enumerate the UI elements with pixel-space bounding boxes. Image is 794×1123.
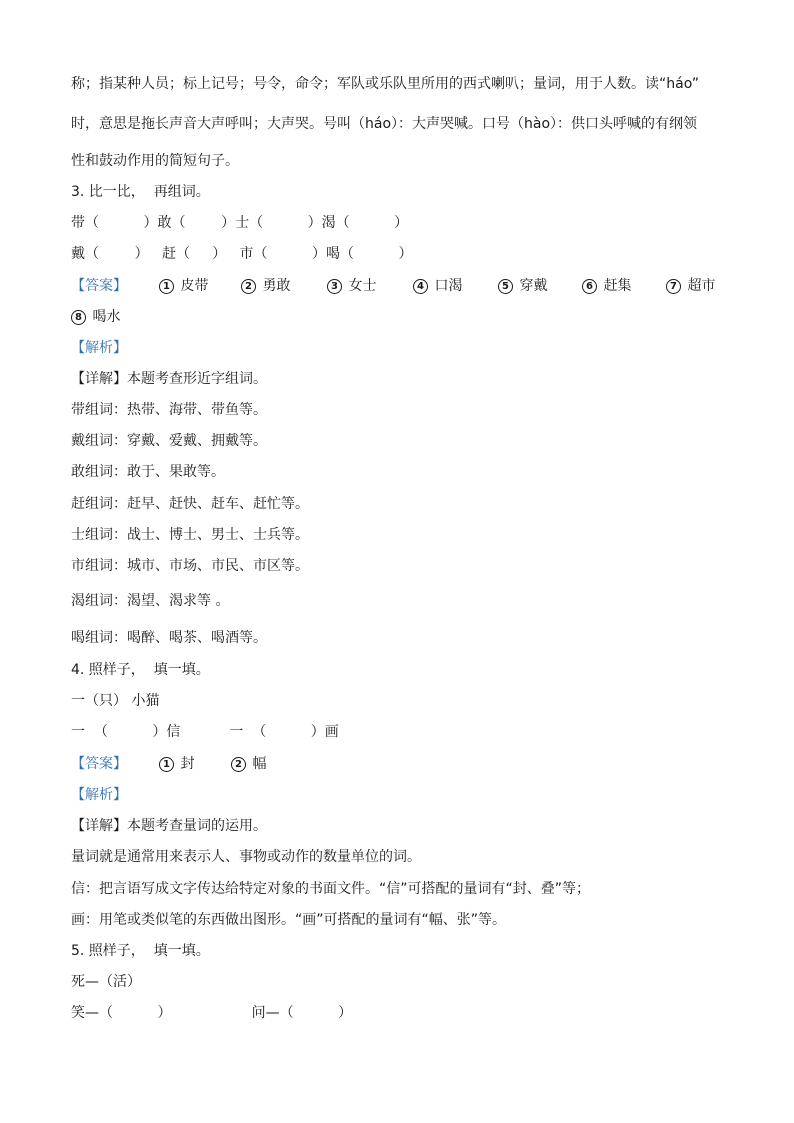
answer-item xyxy=(327,276,376,296)
circled-number: 2 xyxy=(241,279,256,294)
circled-number: 3 xyxy=(327,279,342,294)
question-3-title: 3. 比一比， 再组词。 xyxy=(71,184,210,200)
paragraph-line: 性和鼓动作用的简短句子。 xyxy=(71,153,239,169)
answer-item xyxy=(159,754,194,774)
detail-line: 量词就是通常用来表示人、事物或动作的数量单位的词。 xyxy=(71,849,421,865)
question-3-answer-row xyxy=(71,276,731,296)
answer-text: 封 xyxy=(180,756,195,772)
detail-line: 喝组词：喝醉、喝茶、喝酒等。 xyxy=(71,630,267,646)
answer-item xyxy=(413,276,462,296)
detail-line: 渴组词：渴望、渴求等 。 xyxy=(71,593,230,609)
answer-tag: 【答案】 xyxy=(71,278,127,294)
detail-line: 士组词：战士、博士、男士、士兵等。 xyxy=(71,527,309,543)
detail-line: 信：把言语写成文字传达给特定对象的书面文件。“信”可搭配的量词有“封、叠”等； xyxy=(71,881,591,897)
circled-number: 5 xyxy=(498,279,513,294)
answer-tag: 【答案】 xyxy=(71,756,127,772)
question-5-example: 死—（活） xyxy=(71,974,141,990)
circled-number: 1 xyxy=(159,757,174,772)
answer-text: 穿戴 xyxy=(519,278,548,294)
answer-text: 幅 xyxy=(252,756,267,772)
question-3-row: 戴（ ） 赶（ ） 市（ ）喝（ ） xyxy=(71,246,413,262)
detail-line: 戴组词：穿戴、爱戴、拥戴等。 xyxy=(71,433,267,449)
question-4-answer-row xyxy=(71,754,371,774)
detail-line: 赶组词：赶早、赶快、赶车、赶忙等。 xyxy=(71,496,309,512)
circled-number: 4 xyxy=(413,279,428,294)
paragraph-line: 时，意思是拖长声音大声呼叫；大声哭。号叫（háo）：大声哭喊。口号（hào）：供口头呼喊的有纲领 xyxy=(71,116,698,132)
circled-number: 8 xyxy=(71,310,86,325)
question-5-row: 笑—（ ） 问—（ ） xyxy=(71,1005,353,1021)
answer-text: 勇敢 xyxy=(262,278,291,294)
circled-number: 1 xyxy=(159,279,174,294)
answer-item xyxy=(582,276,631,296)
detail-line: 带组词：热带、海带、带鱼等。 xyxy=(71,402,267,418)
detail-line: 画：用笔或类似笔的东西做出图形。“画”可搭配的量词有“幅、张”等。 xyxy=(71,912,507,928)
question-5-title: 5. 照样子， 填一填。 xyxy=(71,943,210,959)
circled-number: 2 xyxy=(231,757,246,772)
answer-text: 皮带 xyxy=(180,278,209,294)
question-4-title: 4. 照样子， 填一填。 xyxy=(71,662,210,678)
answer-item xyxy=(159,276,208,296)
detail-line: 市组词：城市、市场、市民、市区等。 xyxy=(71,558,309,574)
question-4-row: 一 （ ）信 一 （ ）画 xyxy=(71,724,339,740)
circled-number: 6 xyxy=(582,279,597,294)
question-4-example: 一（只） 小猫 xyxy=(71,693,160,709)
analysis-tag: 【解析】 xyxy=(71,340,127,356)
answer-item xyxy=(241,276,290,296)
circled-number: 7 xyxy=(666,279,681,294)
answer-item xyxy=(231,754,266,774)
answer-text: 喝水 xyxy=(92,309,121,325)
answer-text: 女士 xyxy=(348,278,377,294)
answer-text: 赶集 xyxy=(603,278,632,294)
answer-item xyxy=(71,307,120,327)
paragraph-line: 称；指某种人员；标上记号；号令，命令；军队或乐队里所用的西式喇叭；量词，用于人数。读“háo” xyxy=(71,76,700,92)
detail-line: 敢组词：敢于、果敢等。 xyxy=(71,464,225,480)
question-3-row: 带（ ）敢（ ）士（ ）渴（ ） xyxy=(71,215,409,231)
answer-item xyxy=(498,276,547,296)
answer-item xyxy=(666,276,715,296)
analysis-tag: 【解析】 xyxy=(71,787,127,803)
answer-text: 口渴 xyxy=(434,278,463,294)
detail-line: 【详解】本题考查形近字组词。 xyxy=(71,371,267,387)
answer-text: 超市 xyxy=(687,278,716,294)
detail-line: 【详解】本题考查量词的运用。 xyxy=(71,818,267,834)
